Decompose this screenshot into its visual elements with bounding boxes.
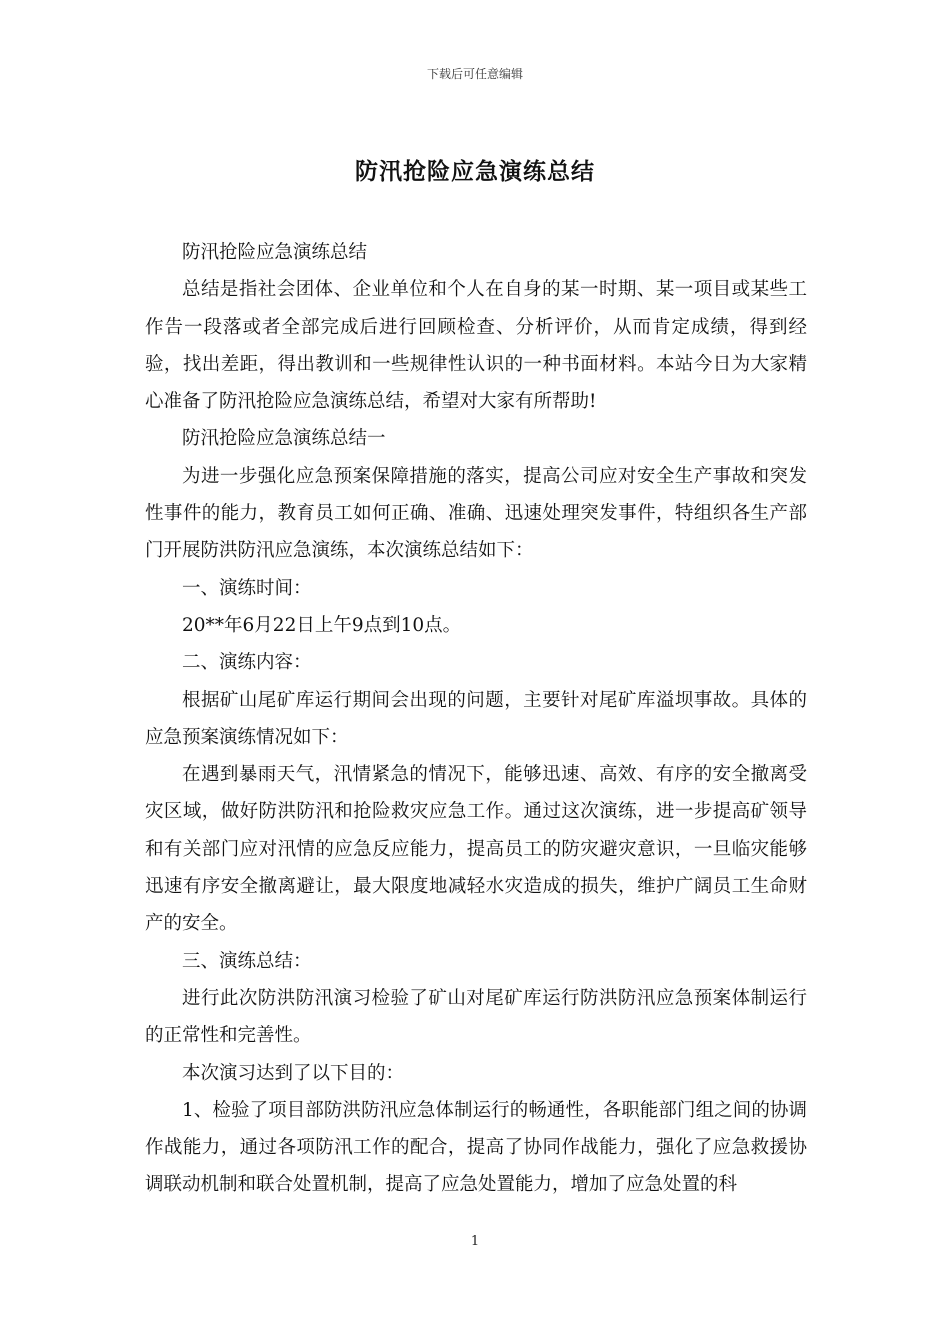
- paragraph-purpose: 为进一步强化应急预案保障措施的落实，提高公司应对安全生产事故和突发性事件的能力，教育员工如何正确、准确、迅速处理突发事件，特组织各生产部门开展防洪防汛应急演练，本次演练总结如下：: [145, 465, 807, 562]
- page-header: 下载后可任意编辑: [426, 67, 523, 81]
- document-title: 防汛抢险应急演练总结: [355, 158, 595, 185]
- heading-drill-time: 一、演练时间：: [182, 577, 312, 599]
- paragraph-subtitle: 防汛抢险应急演练总结: [182, 242, 368, 263]
- paragraph-section-heading: 防汛抢险应急演练总结一: [182, 428, 386, 450]
- paragraph-goals-intro: 本次演习达到了以下目的：: [182, 1062, 405, 1084]
- page-number: 1: [470, 1234, 480, 1249]
- document-body: [145, 234, 807, 1204]
- paragraph-drill-content: 根据矿山尾矿库运行期间会出现的问题，主要针对尾矿库溢坝事故。具体的应急预案演练情况如下：: [145, 689, 807, 748]
- paragraph-intro: 总结是指社会团体、企业单位和个人在自身的某一时期、某一项目或某些工作告一段落或者全部完成后进行回顾检查、分析评价，从而肯定成绩，得到经验，找出差距，得出教训和一些规律性认识的一种书面材料。本站今日为大家精心准备了防汛抢险应急演练总结，希望对大家有所帮助!: [145, 279, 807, 413]
- paragraph-drill-summary: 进行此次防洪防汛演习检验了矿山对尾矿库运行防洪防汛应急预案体制运行的正常性和完善性。: [145, 987, 807, 1047]
- paragraph-goal-1: 1、检验了项目部防洪防汛应急体制运行的畅通性，各职能部门组之间的协调作战能力，通过各项防汛工作的配合，提高了协同作战能力，强化了应急救援协调联动机制和联合处置机制，提高了应急处置能力，增加了应急处置的科: [145, 1099, 807, 1196]
- heading-drill-summary: 三、演练总结：: [182, 950, 312, 972]
- paragraph-drill-detail: 在遇到暴雨天气，汛情紧急的情况下，能够迅速、高效、有序的安全撤离受灾区域，做好防洪防汛和抢险救灾应急工作。通过这次演练，进一步提高矿领导和有关部门应对汛情的应急反应能力，提高员工的防灾避灾意识，一旦临灾能够迅速有序安全撤离避让，最大限度地减轻水灾造成的损失，维护广阔员工生命财产的安全。: [145, 764, 807, 935]
- heading-drill-content: 二、演练内容：: [182, 652, 312, 674]
- paragraph-drill-time: 20**年6月22日上午9点到10点。: [182, 614, 462, 636]
